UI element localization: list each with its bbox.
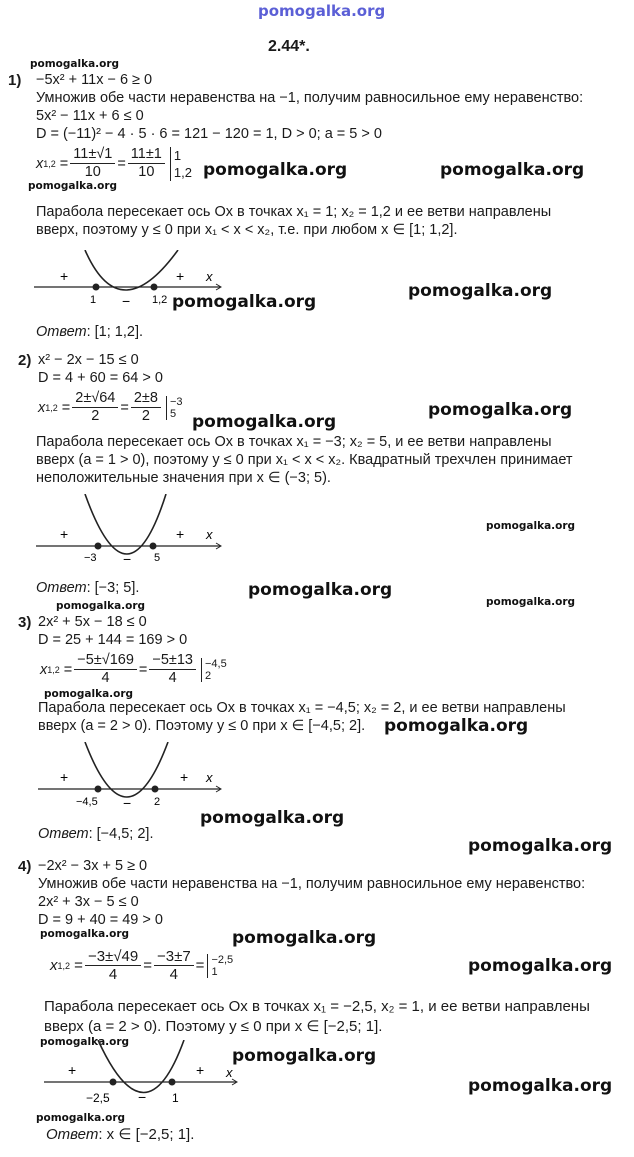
fraction-1 (72, 390, 118, 425)
fraction-2 (131, 390, 161, 425)
root-var: x (50, 957, 58, 974)
root-value: 1 (173, 147, 182, 163)
root-sub: 1,2 (57, 960, 71, 971)
root-label: 1,2 (152, 294, 168, 306)
root-label: 2 (154, 796, 161, 808)
watermark: pomogalka.org (468, 836, 613, 856)
root-point (150, 543, 157, 550)
part-number: 1) (8, 72, 22, 89)
minus-sign: − (122, 293, 131, 309)
parabola-graph (30, 494, 230, 574)
inequality: x² − 2x − 15 ≤ 0 (38, 352, 139, 368)
root-point (95, 543, 102, 550)
root-var: x (40, 661, 48, 678)
inequality-2: 5x² − 11x + 6 ≤ 0 (36, 108, 144, 124)
answer (36, 580, 139, 597)
watermark: pomogalka.org (200, 808, 345, 828)
plus-sign: + (68, 1062, 77, 1078)
root-sub: 1,2 (47, 664, 60, 675)
top-watermark: pomogalka.org (258, 2, 386, 20)
root-point (95, 786, 102, 793)
answer (38, 826, 153, 843)
roots-formula: x 1,2 = $\frac{2\pm√64}{2}$ = $\frac{2\pm 8}{2}$ −3 5 (38, 390, 183, 424)
fraction-num: −3±7 (154, 948, 194, 966)
answer-value: : [−3; 5]. (86, 580, 140, 596)
root-sub: 1,2 (43, 158, 56, 169)
fraction-num: −5±√169 (74, 652, 137, 670)
fraction-den: 10 (138, 164, 155, 180)
fraction-num: −3±√49 (85, 948, 141, 966)
fraction-2 (149, 652, 196, 687)
root-var: x (38, 399, 46, 416)
root-label: −4,5 (76, 796, 98, 808)
plus-sign: + (176, 526, 185, 542)
root-point (93, 284, 100, 291)
root-value: 1 (211, 965, 218, 978)
discriminant: D = 25 + 144 = 169 > 0 (38, 632, 188, 648)
axis-label: x (226, 1065, 233, 1080)
explanation-line-1: Парабола пересекает ось Ox в точках x₁ = −4,5; x₂ = 2, и ее ветви направлены (38, 700, 566, 716)
plus-sign: + (60, 268, 69, 284)
root-var: x (36, 155, 44, 172)
watermark: pomogalka.org (44, 688, 134, 700)
fraction-den: 4 (101, 670, 110, 686)
root-value: −2,5 (211, 953, 234, 966)
watermark: pomogalka.org (30, 58, 120, 70)
root-point (169, 1079, 176, 1086)
fraction-den: 10 (84, 164, 101, 180)
root-value: 2 (205, 669, 212, 682)
fraction-den: 2 (91, 408, 100, 424)
root-value: 1,2 (173, 164, 192, 180)
fraction-2 (128, 146, 165, 181)
explanation-line-1: Парабола пересекает ось Ox в точках x₁ = −2,5, x₂ = 1, и ее ветви направлены (44, 998, 590, 1015)
answer-value: : x ∈ [−2,5; 1]. (98, 1126, 195, 1143)
watermark: pomogalka.org (28, 180, 118, 192)
watermark: pomogalka.org (440, 160, 585, 180)
answer-value: : [1; 1,2]. (86, 324, 144, 340)
watermark: pomogalka.org (232, 928, 377, 948)
fraction-den: 4 (168, 670, 177, 686)
fraction-den: 4 (169, 966, 178, 983)
roots-formula: x 1,2 = $\frac{-5\pm√169}{4}$ = $\frac{-5\pm 13}{4}$ −4,5 2 (40, 652, 227, 686)
root-point (110, 1079, 117, 1086)
explanation-line-3: неположительные значения при x ∈ (−3; 5). (36, 470, 331, 486)
discriminant: D = 9 + 40 = 49 > 0 (38, 912, 163, 928)
root-label: 1 (172, 1091, 179, 1105)
minus-sign: − (138, 1089, 147, 1105)
watermark: pomogalka.org (428, 400, 573, 420)
roots-formula: x 1,2 = $\frac{11\pm√1}{10}$ = $\frac{11\pm 1}{10}$ 1 1,2 (36, 146, 192, 180)
root-point (151, 284, 158, 291)
watermark: pomogalka.org (248, 580, 393, 600)
root-label: −2,5 (86, 1091, 110, 1105)
parabola-graph (36, 1040, 246, 1120)
inequality: 2x² + 5x − 18 ≤ 0 (38, 614, 147, 630)
watermark: pomogalka.org (40, 928, 130, 940)
root-label: −3 (84, 552, 97, 564)
explanation-line-2: вверх (a = 1 > 0), поэтому y ≤ 0 при x₁ < x < x₂. Квадратный трехчлен принимает (36, 452, 573, 468)
fraction-num: −5±13 (149, 652, 196, 670)
watermark: pomogalka.org (36, 1112, 126, 1124)
watermark: pomogalka.org (408, 281, 553, 301)
inequality-2: 2x² + 3x − 5 ≤ 0 (38, 894, 139, 910)
fraction-2 (154, 948, 194, 983)
fraction-num: 11±1 (128, 146, 165, 164)
fraction-den: 2 (141, 408, 150, 424)
watermark: pomogalka.org (203, 160, 348, 180)
answer (46, 1126, 194, 1143)
roots-formula: x 1,2 = $\frac{-3\pm√49}{4}$ = $\frac{-3\pm 7}{4}$ = −2,5 1 (50, 948, 234, 983)
watermark: pomogalka.org (468, 956, 613, 976)
answer-value: : [−4,5; 2]. (88, 826, 154, 842)
explanation-line-2: вверх, поэтому y ≤ 0 при x₁ < x < x₂, т.е. при любом x ∈ [1; 1,2]. (36, 222, 458, 238)
watermark: pomogalka.org (468, 1076, 613, 1096)
answer-label: Ответ (46, 1126, 99, 1143)
explanation-line-1: Парабола пересекает ось Ox в точках x₁ = −3; x₂ = 5, и ее ветви направлены (36, 434, 552, 450)
minus-sign: − (123, 551, 132, 567)
answer (36, 324, 143, 341)
plus-sign: + (60, 769, 69, 785)
problem-number: 2.44*. (268, 38, 310, 55)
part-number: 4) (18, 858, 32, 875)
watermark: pomogalka.org (232, 1046, 377, 1066)
parabola-curve (85, 250, 178, 290)
root-label: 5 (154, 552, 161, 564)
fraction-den: 4 (108, 966, 118, 983)
inequality: −2x² − 3x + 5 ≥ 0 (38, 858, 148, 874)
answer-label: Ответ (36, 324, 87, 340)
root-value: 5 (169, 407, 177, 420)
plus-sign: + (196, 1062, 205, 1078)
watermark: pomogalka.org (384, 716, 529, 736)
explanation-line-2: вверх (a = 2 > 0). Поэтому y ≤ 0 при x ∈ [−2,5; 1]. (44, 1018, 383, 1035)
explanation-line-2: вверх (a = 2 > 0). Поэтому y ≤ 0 при x ∈ [−4,5; 2]. (38, 718, 366, 734)
explanation-line-1: Парабола пересекает ось Ox в точках x₁ = 1; x₂ = 1,2 и ее ветви направлены (36, 204, 552, 220)
note-text: Умножив обе части неравенства на −1, получим равносильное ему неравенство: (36, 90, 584, 106)
discriminant: D = 4 + 60 = 64 > 0 (38, 370, 163, 386)
root-point (152, 786, 159, 793)
root-sub: 1,2 (45, 402, 58, 413)
fraction-1 (85, 948, 141, 983)
watermark: pomogalka.org (56, 600, 146, 612)
watermark: pomogalka.org (172, 292, 317, 312)
root-value: −3 (169, 395, 183, 408)
fraction-1 (74, 652, 137, 687)
part-number: 3) (18, 614, 32, 631)
part-number: 2) (18, 352, 32, 369)
fraction-num: 2±8 (131, 390, 161, 408)
plus-sign: + (176, 268, 185, 284)
plus-sign: + (180, 769, 189, 785)
answer-label: Ответ (36, 580, 87, 596)
axis-label: x (206, 770, 213, 785)
fraction-num: 11±√1 (70, 146, 115, 164)
axis-label: x (206, 269, 213, 284)
fraction-num: 2±√64 (72, 390, 118, 408)
minus-sign: − (123, 795, 132, 811)
watermark: pomogalka.org (486, 596, 576, 608)
inequality: −5x² + 11x − 6 ≥ 0 (36, 72, 153, 88)
watermark: pomogalka.org (486, 520, 576, 532)
answer-label: Ответ (38, 826, 89, 842)
plus-sign: + (60, 526, 69, 542)
watermark: pomogalka.org (40, 1036, 130, 1048)
root-value: −4,5 (205, 657, 227, 670)
fraction-1 (70, 146, 115, 181)
discriminant: D = (−11)² − 4 · 5 · 6 = 121 − 120 = 1, D > 0; a = 5 > 0 (36, 126, 382, 142)
axis-label: x (206, 527, 213, 542)
watermark: pomogalka.org (192, 412, 337, 432)
root-label: 1 (90, 294, 97, 306)
note-text: Умножив обе части неравенства на −1, получим равносильное ему неравенство: (38, 876, 586, 892)
